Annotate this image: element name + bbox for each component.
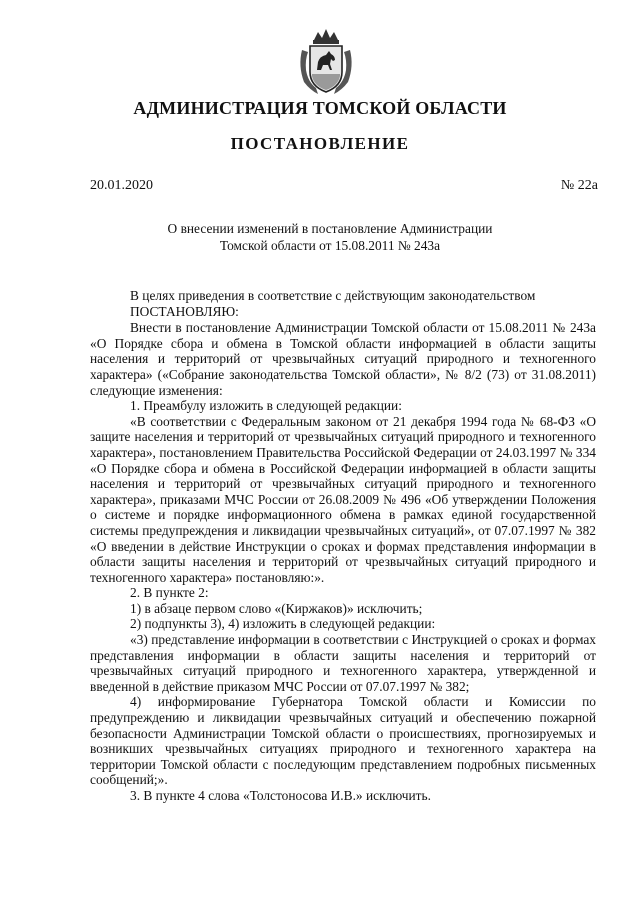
subject-line: Томской области от 15.08.2011 № 243а [219, 238, 441, 253]
body-paragraph: «В соответствии с Федеральным законом от 21 декабря 1994 года № 68-ФЗ «О защите населения и территорий от чрезвычайных ситуаций природного и техногенного характера», постановлением Правительства Российской Федерации от 24.03.1997 № 334 «О Порядке сбора и обмена в Российской Федерации информацией в области защиты населения и территорий от чрезвычайных ситуаций природного и техногенного характера», приказами МЧС России от 26.08.2009 № 496 «Об утверждении Положения о системе и порядке информационного обмена в рамках единой государственной системы предупреждения и ликвидации чрезвычайных ситуаций», от 07.07.1997 № 382 «О введении в действие Инструкции о сроках и формах представления информации в области защиты населения и территорий от чрезвычайных ситуаций природного и техногенного характера» постановляю:». [90, 413, 596, 585]
document-body [90, 288, 596, 804]
body-paragraph: 2. В пункте 2: [130, 585, 209, 601]
body-paragraph: 1. Преамбулу изложить в следующей редакции: [130, 398, 402, 414]
coat-of-arms-icon [296, 26, 356, 98]
body-paragraph: Внести в постановление Администрации Томской области от 15.08.2011 № 243а «О Порядке сбора и обмена в Томской области информацией в области защиты населения и территорий от чрезвычайных ситуаций природного и техногенного характера» («Собрание законодательства Томской области», № 8/2 (73) от 31.08.2011) следующие изменения: [90, 320, 596, 398]
body-paragraph: 1) в абзаце первом слово «(Киржаков)» исключить; [130, 600, 423, 616]
body-paragraph: 3. В пункте 4 слова «Толстоносова И.В.» исключить. [130, 788, 431, 803]
intro-paragraph: В целях приведения в соответствие с действующим законодательством [130, 288, 536, 303]
resolve-heading: ПОСТАНОВЛЯЮ: [130, 303, 239, 319]
document-type: ПОСТАНОВЛЕНИЕ [230, 134, 410, 153]
document-subject [120, 220, 540, 254]
body-paragraph: 2) подпункты 3), 4) изложить в следующей редакции: [130, 616, 436, 632]
organization-title: АДМИНИСТРАЦИЯ ТОМСКОЙ ОБЛАСТИ [133, 98, 507, 118]
subject-line: О внесении изменений в постановление Администрации [167, 221, 493, 236]
body-paragraph: 4) информирование Губернатора Томской области и Комиссии по предупреждению и ликвидации чрезвычайных ситуаций и обеспечению пожарной безопасности Администрации Томской области о происшествиях, прогнозируемых и возникших чрезвычайных ситуациях природного и техногенного характера на территории Томской области с последующим представлением подробных письменных сообщений;». [90, 694, 596, 788]
body-paragraph: «3) представление информации в соответствии с Инструкцией о сроках и формах представления информации в области защиты населения и территорий от чрезвычайных ситуаций природного и техногенного характера, утвержденной и введенной в действие приказом МЧС России от 07.07.1997 № 382; [90, 632, 596, 694]
document-date: 20.01.2020 [90, 178, 153, 193]
document-number: № 22а [560, 178, 598, 193]
